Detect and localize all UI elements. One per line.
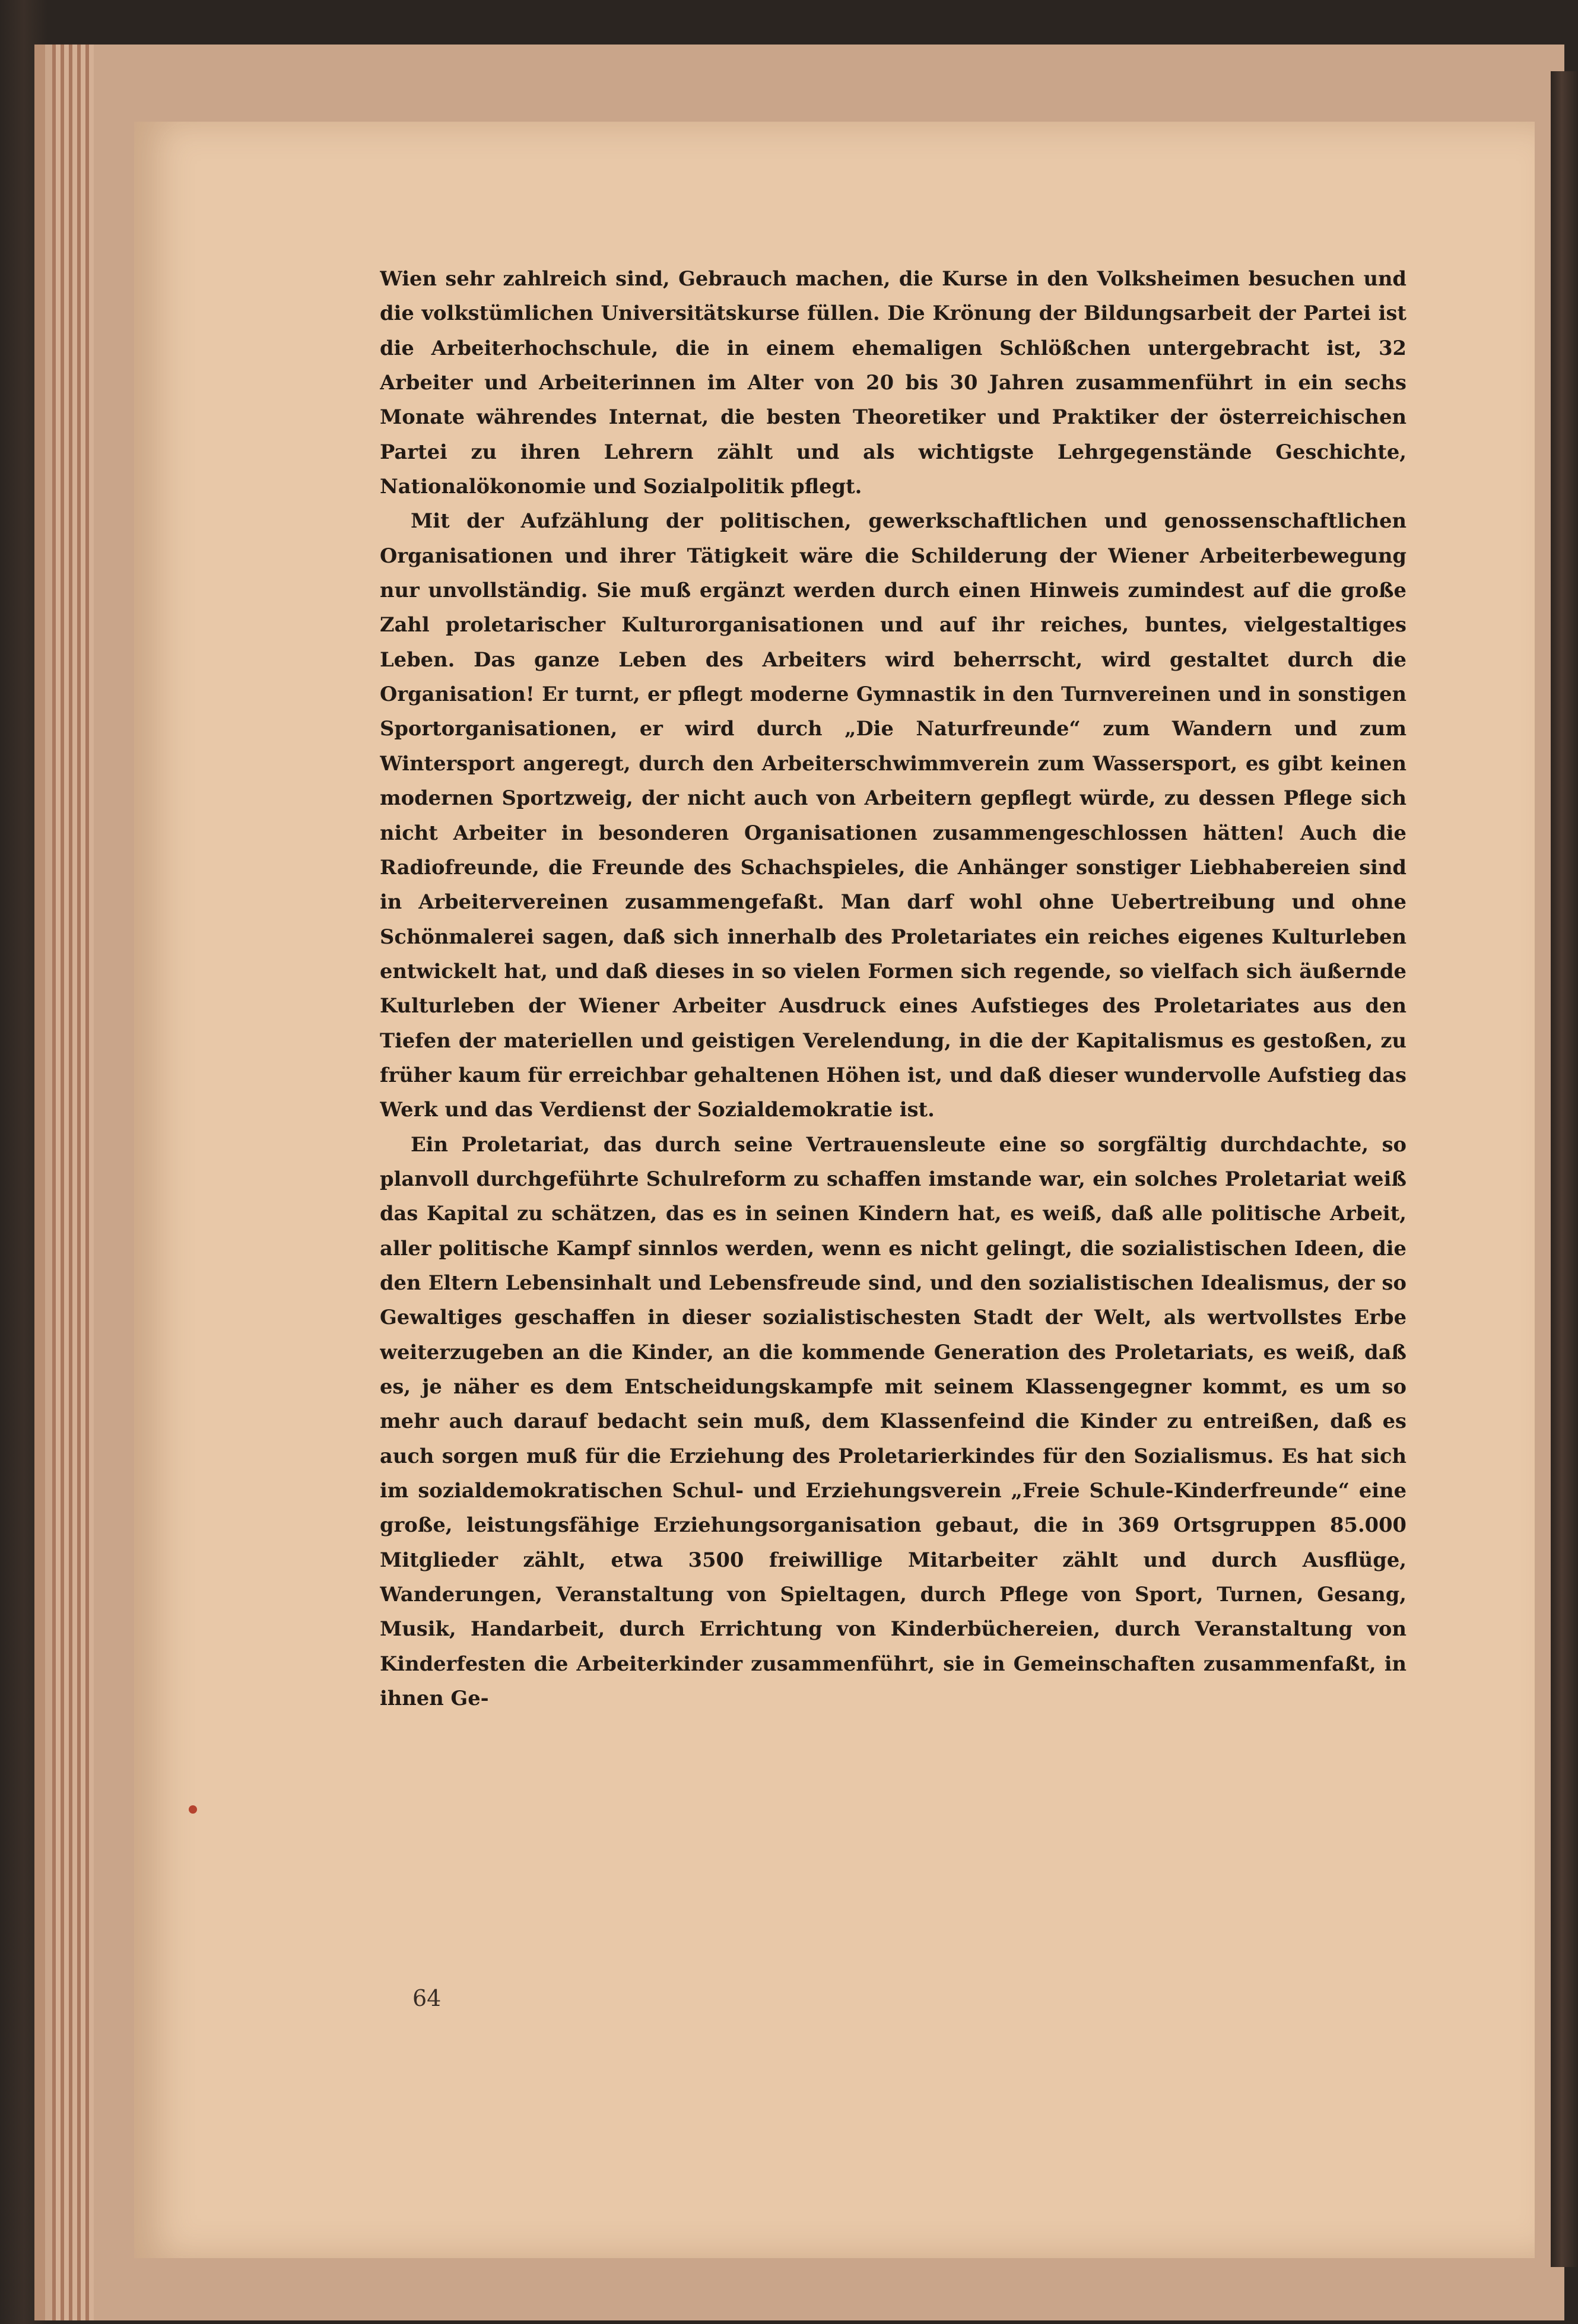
paragraph-2: Mit der Aufzählung der politischen, gewerkschaftlichen und genossenschaftlichen Organisationen und ihrer Tätigkeit wäre die Schilderung der Wiener Arbeiterbewegung nur unvollständig. Sie muß ergänzt werden durch einen Hinweis zumindest auf die große Zahl proletarischer Kulturorganisationen und auf ihr reiches, buntes, vielgestaltiges Leben. Das ganze Leben des Arbeiters wird beherrscht, wird gestaltet durch die Organisation! Er turnt, er pflegt moderne Gymnastik in den Turnvereinen und in sonstigen Sportorganisationen, er wird durch „Die Naturfreunde“ zum Wandern und zum Wintersport angeregt, durch den Arbeiterschwimmverein zum Wassersport, es gibt keinen modernen Sportzweig, der nicht auch von Arbeitern gepflegt würde, zu dessen Pflege sich nicht Arbeiter in besonderen Organisationen zusammengeschlossen hätten! Auch die Radiofreunde, die Freunde des Schachspieles, die Anhänger sonstiger Liebhabereien sind in Arbeitervereinen zusammengefaßt. Man darf wohl ohne Uebertreibung und ohne Schönmalerei sagen, daß sich innerhalb des Proletariates ein reiches eigenes Kulturleben entwickelt hat, und daß dieses in so vielen Formen sich regende, so vielfach sich äußernde Kulturleben der Wiener Arbeiter Ausdruck eines Aufstieges des Proletariates aus den Tiefen der materiellen und geistigen Verelendung, in die der Kapitalismus es gestoßen, zu früher kaum für erreichbar gehaltenen Höhen ist, und daß dieser wundervolle Aufstieg das Werk und das Verdienst der Sozialdemokratie ist. <box>380 509 1406 1122</box>
margin-mark <box>189 1805 197 1814</box>
paragraph-3: Ein Proletariat, das durch seine Vertrauensleute eine so sorgfältig durchdachte, so planvoll durchgeführte Schulreform zu schaffen imstande war, ein solches Proletariat weiß das Kapital zu schätzen, das es in seinen Kindern hat, es weiß, daß alle politische Arbeit, aller politische Kampf sinnlos werden, wenn es nicht gelingt, die sozialistischen Ideen, die den Eltern Lebensinhalt und Lebensfreude sind, und den sozialistischen Idealismus, der so Gewaltiges geschaffen in dieser sozialistischesten Stadt der Welt, als wertvollstes Erbe weiterzugeben an die Kinder, an die kommende Generation des Proletariats, es weiß, daß es, je näher es dem Entscheidungskampfe mit seinem Klassengegner kommt, es um so mehr auch darauf bedacht sein muß, dem Klassenfeind die Kinder zu entreißen, daß es auch sorgen muß für die Erziehung des Proletarierkindes für den Sozialismus. Es hat sich im sozialdemokratischen Schul- und Erziehungsverein „Freie Schule-Kinderfreunde“ eine große, leistungsfähige Erziehungsorganisation gebaut, die in 369 Ortsgruppen 85.000 Mitglieder zählt, etwa 3500 freiwillige Mitarbeiter zählt und durch Ausflüge, Wanderungen, Veranstaltung von Spieltagen, durch Pflege von Sport, Turnen, Gesang, Musik, Handarbeit, durch Errichtung von Kinderbüchereien, durch Veranstaltung von Kinderfesten die Arbeiterkinder zusammenführt, sie in Gemeinschaften zusammenfaßt, in ihnen Ge- <box>380 1132 1406 1710</box>
body-text <box>380 261 1406 1970</box>
paragraph-1: Wien sehr zahlreich sind, Gebrauch machen, die Kurse in den Volksheimen besuchen und die volkstümlichen Universitätskurse füllen. Die Krönung der Bildungsarbeit der Partei ist die Arbeiterhochschule, die in einem ehemaligen Schlößchen untergebracht ist, 32 Arbeiter und Arbeiterinnen im Alter von 20 bis 30 Jahren zusammenführt in ein sechs Monate währendes Internat, die besten Theoretiker und Praktiker der österreichischen Partei zu ihren Lehrern zählt und als wichtigste Lehrgegenstände Geschichte, Nationalökonomie und Sozialpolitik pflegt. <box>380 266 1406 499</box>
book-gutter-edge <box>1551 71 1578 2267</box>
page-number: 64 <box>412 1985 442 2011</box>
